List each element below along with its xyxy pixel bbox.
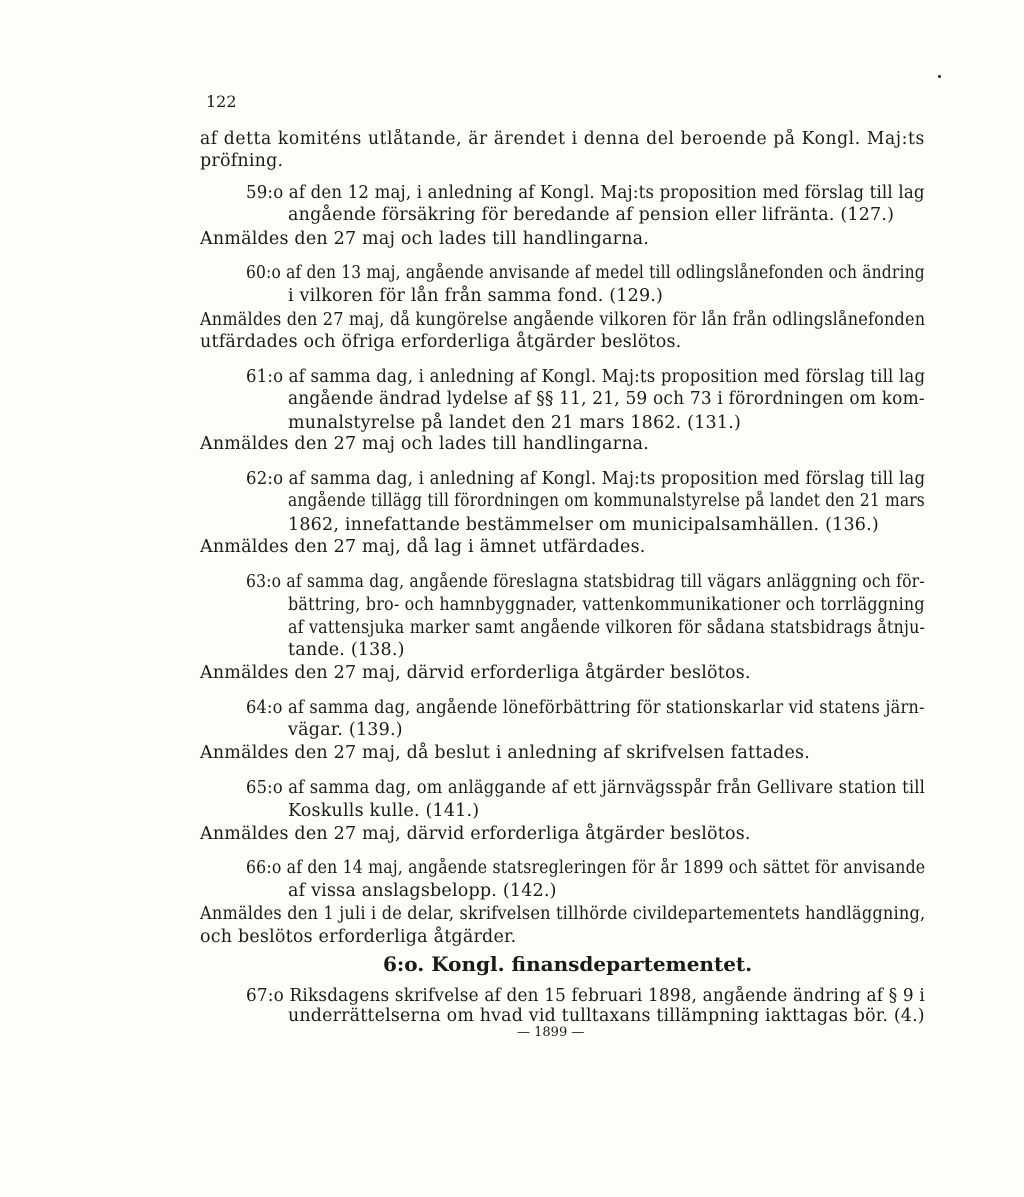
text-line: Anmäldes den 27 maj, då kungörelse angående vilkoren för lån från odlingslånefonden <box>200 310 926 330</box>
page-number: 122 <box>206 92 237 111</box>
text-line: Anmäldes den 27 maj, därvid erforderliga åtgärder beslötos. <box>200 824 751 844</box>
text-line: Anmäldes den 27 maj och lades till handlingarna. <box>200 229 650 249</box>
text-line: 1862, innefattande bestämmelser om municipalsamhällen. (136.) <box>288 515 879 535</box>
text-line: och beslötos erforderliga åtgärder. <box>200 927 517 947</box>
text-line: 60:o af den 13 maj, angående anvisande af medel till odlingslånefonden och ändring <box>246 263 925 283</box>
text-line: munalstyrelse på landet den 21 mars 1862. (131.) <box>288 413 741 433</box>
text-line: 62:o af samma dag, i anledning af Kongl. Maj:ts proposition med förslag till lag <box>246 469 926 489</box>
ink-speck <box>938 75 941 78</box>
signature-mark: — 1899 — <box>517 1025 585 1040</box>
text-line: 63:o af samma dag, angående föreslagna statsbidrag till vägars anläggning och för- <box>246 572 925 592</box>
text-line: angående ändrad lydelse af §§ 11, 21, 59 och 73 i förordningen om kom- <box>288 389 925 409</box>
text-line: af vattensjuka marker samt angående vilkoren för sådana statsbidrags åtnju- <box>288 618 926 638</box>
text-line: i vilkoren för lån från samma fond. (129.) <box>288 286 664 306</box>
text-line: vägar. (139.) <box>288 720 403 740</box>
text-line: Anmäldes den 27 maj, då beslut i anledning af skrifvelsen fattades. <box>200 743 810 763</box>
text-line: Anmäldes den 27 maj, då lag i ämnet utfärdades. <box>200 537 646 557</box>
text-line: Koskulls kulle. (141.) <box>288 801 480 821</box>
text-line: Anmäldes den 27 maj, därvid erforderliga åtgärder beslötos. <box>200 663 751 683</box>
text-line: 64:o af samma dag, angående löneförbättring för stationskarlar vid statens järn- <box>246 698 925 718</box>
text-line: af vissa anslagsbelopp. (142.) <box>288 881 557 901</box>
text-line: angående tillägg till förordningen om kommunalstyrelse på landet den 21 mars <box>288 491 925 511</box>
text-line: 59:o af den 12 maj, i anledning af Kongl. Maj:ts proposition med förslag till lag <box>246 183 925 203</box>
text-line: tande. (138.) <box>288 640 405 660</box>
text-line: 61:o af samma dag, i anledning af Kongl. Maj:ts proposition med förslag till lag <box>246 367 926 387</box>
text-line: 66:o af den 14 maj, angående statsregleringen för år 1899 och sättet för anvisande <box>246 858 926 878</box>
text-line: pröfning. <box>200 151 284 171</box>
text-line: angående försäkring för beredande af pension eller lifränta. (127.) <box>288 205 895 225</box>
text-line: 65:o af samma dag, om anläggande af ett järnvägsspår från Gellivare station till <box>246 778 926 798</box>
section-heading: 6:o. Kongl. finansdepartementet. <box>383 952 753 976</box>
text-line: af detta komiténs utlåtande, är ärendet i denna del beroende på Kongl. Maj:ts <box>200 129 925 149</box>
text-line: 67:o Riksdagens skrifvelse af den 15 februari 1898, angående ändring af § 9 i <box>246 986 925 1006</box>
text-line: Anmäldes den 27 maj och lades till handlingarna. <box>200 434 650 454</box>
text-line: Anmäldes den 1 juli i de delar, skrifvelsen tillhörde civildepartementets handläggning, <box>200 904 926 924</box>
text-line: utfärdades och öfriga erforderliga åtgärder beslötos. <box>200 332 682 352</box>
text-line: bättring, bro- och hamnbyggnader, vattenkommunikationer och torrläggning <box>288 595 925 615</box>
text-line: underrättelserna om hvad vid tulltaxans tillämpning iakttagas bör. (4.) <box>288 1006 925 1026</box>
